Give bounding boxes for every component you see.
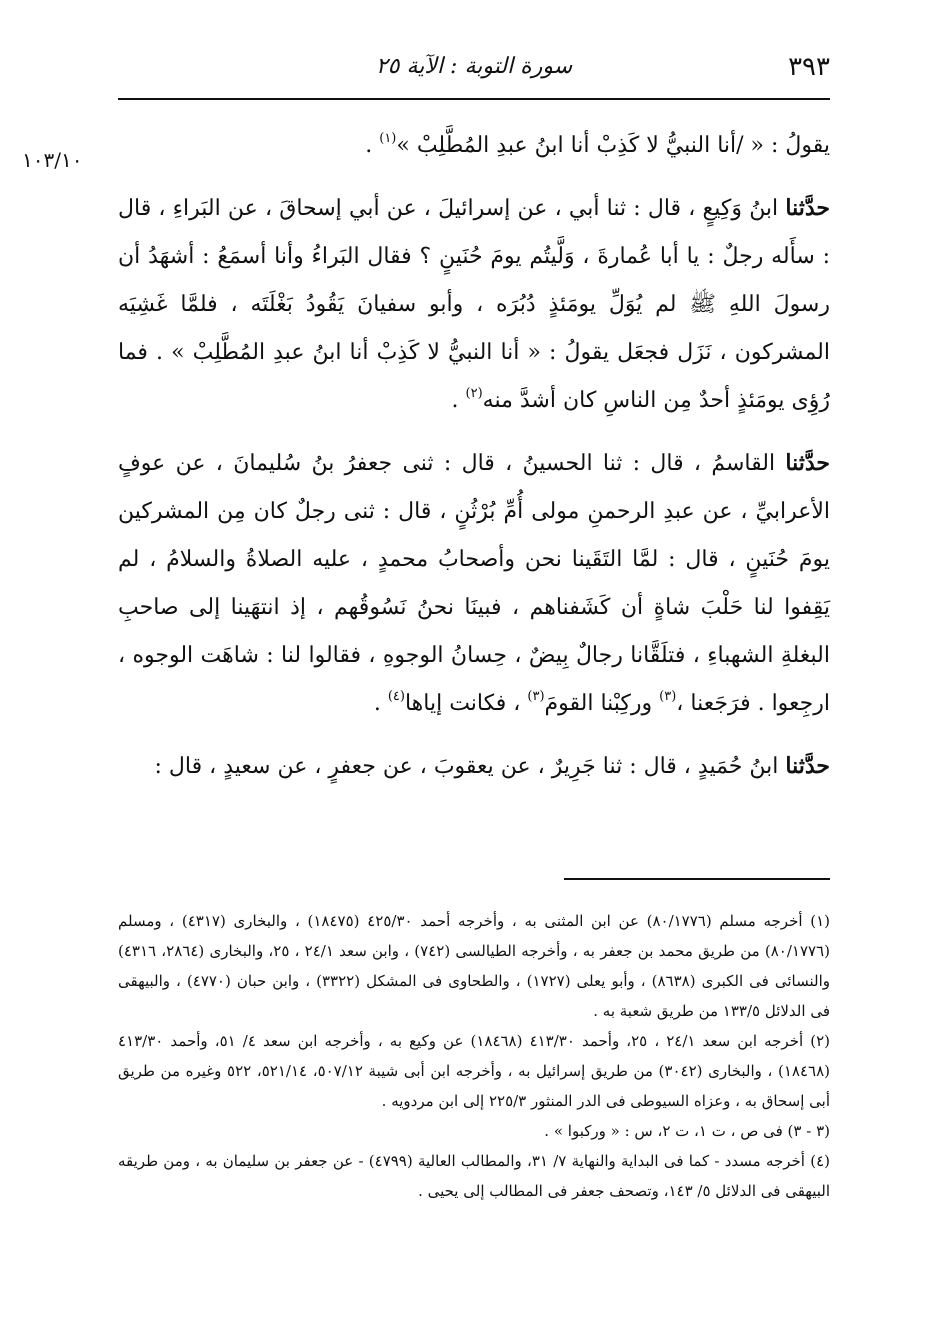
p2-lead: حدَّثنا [785,195,830,221]
p1-end: . [365,133,380,158]
footnotes [118,906,830,1206]
paragraph-1 [118,122,830,170]
header-rule [118,98,830,100]
paragraph-2 [118,184,830,425]
page-number: ٣٩٣ [788,52,830,82]
header-title: سورة التوبة : الآية ٢٥ [375,54,573,79]
footnote-ref-2: (٢) [465,386,483,401]
footnote-ref-4: (٤) [387,689,405,704]
footnote-ref-1: (١) [379,131,397,146]
footnote-4: (٤) أخرجه مسدد - كما فى البداية والنهاية ٧/ ٣١، والمطالب العالية (٤٧٩٩) - عن جعفر بن سليمان به ، ومن طريقه البيهقى فى الدلائل ٥/ ١٤٣، وتصحف جعفر فى المطالب إلى يحيى . [118,1152,830,1200]
p3-text: القاسمُ ، قال : ثنا الحسينُ ، قال : ثنى جعفرُ بنُ سُليمانَ ، عن عوفٍ الأعرابيِّ ، عن عبدِ الرحمنِ مولى أُمِّ بُرْثُنٍ ، قال : ثنى رجلٌ كان مِن المشركين يومَ حُنَينٍ ، قال : لمَّا التَقَينا نحن وأصحابُ محمدٍ ، عليه الصلاةُ والسلامُ ، لم يَقِفوا لنا حَلْبَ شاةٍ أن كَشَفناهم ، فبينَا نحنُ نَسُوقُهم ، إذ انتهَينا إلى صاحبِ البغلةِ الشهباءِ ، فتلَقَّانا رجالٌ بِيضٌ ، حِسانُ الوجوهِ ، فقالوا لنا : شاهَت الوجوه ، ارجِعوا . فرَجَعنا ، [118,451,830,716]
footnote-3: (٣ - ٣) فى ص ، ت ١، ت ٢، س : « وركبوا » . [544,1122,830,1140]
footnote-2: (٢) أخرجه ابن سعد ٢٤/١ ، ٢٥، وأحمد ٤١٣/٣٠ (١٨٤٦٨) عن وكيع به ، وأخرجه ابن سعد ٤/ ٥١، وأحمد ٤١٣/٣٠ (١٨٤٦٨) ، والبخارى (٣٠٤٢) من طريق إسرائيل به ، وأخرجه ابن أبى شيبة ٥٠٧/١٢، ٥٢١/١٤، ٥٢٢ وغيره من طريق أبى إسحاق به ، وعزاه السيوطى فى الدر المنثور ٢٢٥/٣ إلى ابن مردويه . [118,1032,831,1110]
p3-lead: حدَّثنا [785,450,830,476]
footnote-ref-3b: (٣) [527,689,545,704]
footnote-ref-3a: (٣) [659,689,677,704]
paragraph-3 [118,439,830,728]
p2-text: ابنُ وَكِيعٍ ، قال : ثنا أبي ، عن إسرائيلَ ، عن أبي إسحاقَ ، عن البَراءِ ، قال : سأَله رجلٌ : يا أبا عُمارةَ ، وَلَّيتُم يومَ حُنَينٍ ؟ فقال البَراءُ وأنا أسمَعُ : أشهَدُ أن رسولَ اللهِ ﷺ لم يُوَلِّ يومَئذٍ دُبُرَه ، وأبو سفيانَ يَقُودُ بَغْلَتَه ، فلمَّا غَشِيَه المشركون ، نَزَل فجعَل يقولُ : « أنا النبيُّ لا كَذِبْ أنا ابنُ عبدِ المُطَّلِبْ » . فما رُؤِى يومَئذٍ أحدٌ مِن الناسِ كان أشدَّ منه [118,196,830,413]
p2-end: . [451,388,466,413]
main-text [118,122,830,805]
p3-end: . [373,691,388,716]
paragraph-4 [118,742,830,791]
p3-tail: ، فكانت إياها [404,691,528,716]
running-header [118,48,830,90]
footnote-rule [564,878,830,880]
footnote-1: (١) أخرجه مسلم (٨٠/١٧٧٦) عن ابن المثنى به ، وأخرجه أحمد ٤٢٥/٣٠ (١٨٤٧٥) ، والبخارى (٤٣١٧) ، ومسلم (٨٠/١٧٧٦) من طريق محمد بن جعفر به ، وأخرجه الطيالسى (٧٤٢) ، وابن سعد ٢٤/١ ، ٢٥، والبخارى (٢٨٦٤، ٤٣١٦) والنسائى فى الكبرى (٨٦٣٨) ، وأبو يعلى (١٧٢٧) ، والطحاوى فى المشكل (٣٣٢٢) ، وابن حبان (٤٧٧٠) ، والبيهقى فى الدلائل ١٣٣/٥ من طريق شعبة به . [118,912,830,1020]
margin-reference: ١٠٣/١٠ [22,148,83,172]
p4-text: ابنُ حُمَيدٍ ، قال : ثنا جَرِيرٌ ، عن يعقوبَ ، عن جعفرٍ ، عن سعيدٍ ، قال : [154,754,786,779]
p1-text: يقولُ : « /أنا النبيُّ لا كَذِبْ أنا ابنُ عبدِ المُطَّلِبْ » [396,133,830,158]
p3-mid: وركِبْنا القومَ [544,691,660,716]
p4-lead: حدَّثنا [785,753,830,779]
